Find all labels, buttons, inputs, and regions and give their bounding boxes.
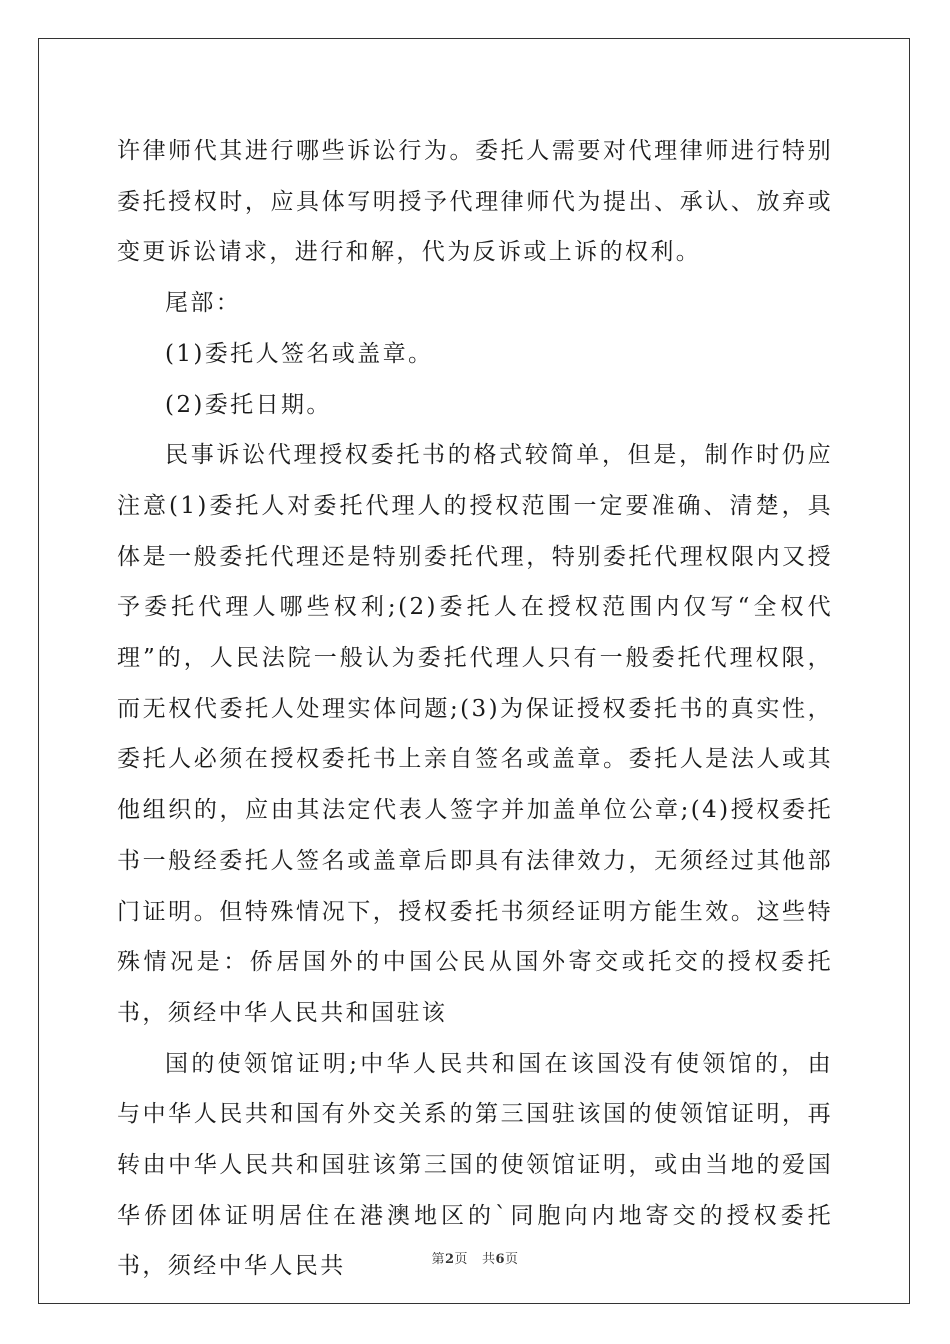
footer-page-number: 2 [444,1252,455,1267]
paragraph-2: 尾部： [165,290,242,317]
footer-total-suffix: 页 [505,1252,519,1267]
footer-page-prefix: 第 [431,1252,445,1267]
footer-page-suffix: 页 [454,1252,469,1267]
page-footer [0,1248,950,1267]
document-body [117,126,833,1292]
paragraph-4: (2)委托日期。 [165,391,332,418]
paragraph-6: 国的使领馆证明;中华人民共和国在该国没有使领馆的，由与中华人民共和国有外交关系的第三国驻该国的使领馆证明，再转由中华人民共和国驻该第三国的使领馆证明，或由当地的爱国华侨团体证明居住在港澳地区的`同胞向内地寄交的授权委托书，须经中华人民共 [117,1050,833,1280]
paragraph-5: 民事诉讼代理授权委托书的格式较简单，但是，制作时仍应注意(1)委托人对委托代理人的授权范围一定要准确、清楚，具体是一般委托代理还是特别委托代理，特别委托代理权限内又授予委托代理人哪些权利;(2)委托人在授权范围内仅写“全权代理”的，人民法院一般认为委托代理人只有一般委托代理权限，而无权代委托人处理实体问题;(3)为保证授权委托书的真实性，委托人必须在授权委托书上亲自签名或盖章。委托人是法人或其他组织的，应由其法定代表人签字并加盖单位公章;(4)授权委托书一般经委托人签名或盖章后即具有法律效力，无须经过其他部门证明。但特殊情况下，授权委托书须经证明方能生效。这些特殊情况是：侨居国外的中国公民从国外寄交或托交的授权委托书，须经中华人民共和国驻该 [117,442,833,1026]
footer-total-pages: 6 [495,1252,506,1267]
footer-total-prefix: 共 [481,1252,496,1267]
paragraph-3: (1)委托人签名或盖章。 [165,340,434,367]
paragraph-1: 许律师代其进行哪些诉讼行为。委托人需要对代理律师进行特别委托授权时，应具体写明授予代理律师代为提出、承认、放弃或变更诉讼请求，进行和解，代为反诉或上诉的权利。 [117,138,833,266]
